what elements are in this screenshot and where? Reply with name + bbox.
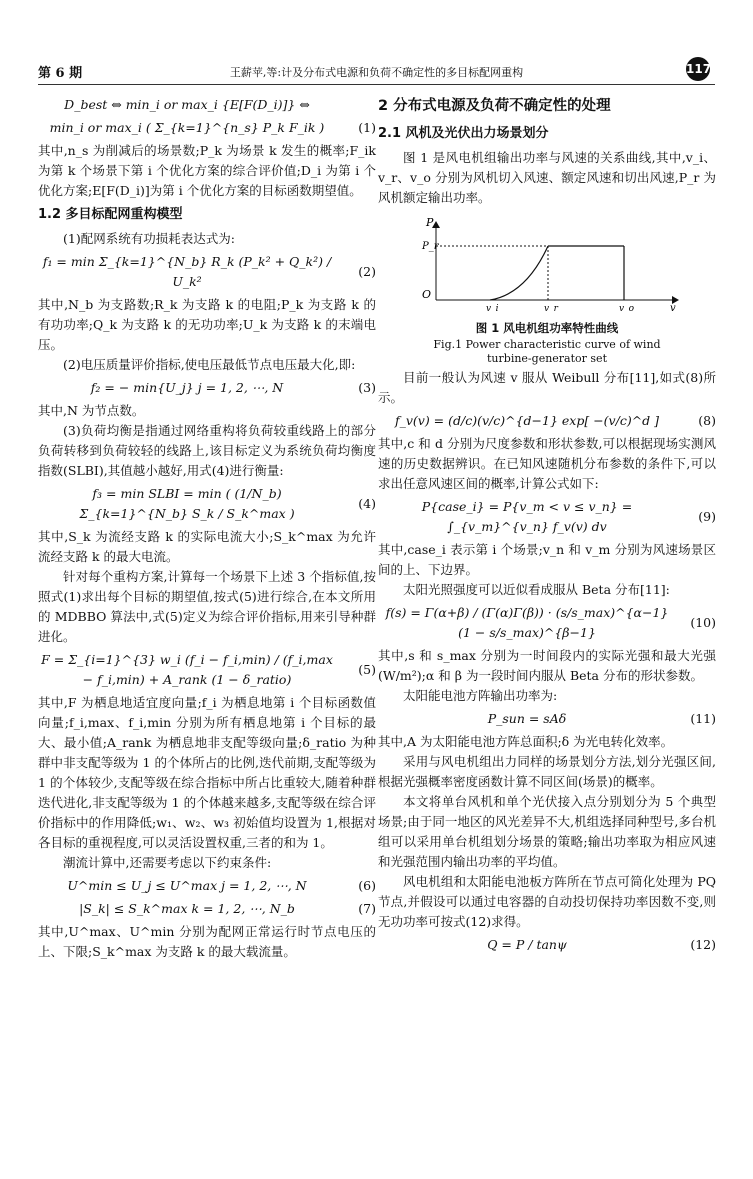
section-heading-1-2: 1.2 多目标配网重构模型 xyxy=(38,207,183,222)
equation-number: (2) xyxy=(358,264,376,279)
figure-caption-cn: 图 1 风电机组功率特性曲线 xyxy=(475,321,619,335)
figure-1 xyxy=(378,212,716,366)
equation-number: (9) xyxy=(698,509,716,524)
paragraph: 潮流计算中,还需要考虑以下约束条件: xyxy=(63,855,272,870)
left-column xyxy=(38,92,376,962)
paragraph: 本文将单台风机和单个光伏接入点分别划分为 5 个典型场景;由于同一地区的风光差异不大,机组选择同种型号,多台机组可以采用单台机组划分场景的策略;输出功率取为相应风速和光强范围内输出功率的平均值。 xyxy=(378,794,716,869)
equation-number: (10) xyxy=(690,615,716,630)
paragraph: 采用与风电机组出力同样的场景划分方法,划分光强区间,根据光强概率密度函数计算不同区间(场景)的概率。 xyxy=(378,754,716,789)
equation-2: f₁ = min Σ_{k=1}^{N_b} R_k (P_k² + Q_k²) / U_k² (2) xyxy=(42,254,376,289)
figure-caption-en: turbine-generator set xyxy=(487,352,607,365)
right-column xyxy=(378,92,716,958)
paragraph: 其中,S_k 为流经支路 k 的实际电流大小;S_k^max 为允许流经支路 k 的最大电流。 xyxy=(38,529,376,564)
wind-power-curve-diagram xyxy=(378,212,716,312)
paragraph: 图 1 是风电机组输出功率与风速的关系曲线,其中,v_i、v_r、v_o 分别为风机切入风速、额定风速和切出风速,P_r 为风机额定输出功率。 xyxy=(378,150,716,205)
equation-number: (6) xyxy=(358,878,376,893)
equation-8: f_v(v) = (d/c)(v/c)^{d−1} exp[ −(v/c)^d ] (8) xyxy=(378,411,716,431)
equation-top-1: D_best ⇔ min_i or max_i {E[F(D_i)]} ⇔ xyxy=(64,97,310,112)
page-header xyxy=(0,0,753,80)
equation-number: (3) xyxy=(358,380,376,395)
paragraph: 其中,U^max、U^min 分别为配网正常运行时节点电压的上、下限;S_k^max 为支路 k 的最大载流量。 xyxy=(38,924,376,959)
equation-9: P{case_i} = P{v_m < v ≤ v_n} = ∫_{v_m}^{v_n} f_v(v) dv (9) xyxy=(421,499,716,534)
equation-3: f₂ = − min{U_j} j = 1, 2, ⋯, N (3) xyxy=(38,378,376,398)
paragraph: 其中,n_s 为削减后的场景数;P_k 为场景 k 发生的概率;F_ik 为第 k 个场景下第 i 个优化方案的综合评价值;D_i 为第 i 个优化方案;E[F(D_i)]为第 i 个优化方案的目标函数期望值。 xyxy=(38,143,376,198)
paragraph: 太阳光照强度可以近似看成服从 Beta 分布[11]: xyxy=(403,582,670,597)
equation-7: |S_k| ≤ S_k^max k = 1, 2, ⋯, N_b (7) xyxy=(38,899,376,919)
paragraph: 其中,N_b 为支路数;R_k 为支路 k 的电阻;P_k 为支路 k 的有功功率;Q_k 为支路 k 的无功功率;U_k 为支路 k 的末端电压。 xyxy=(38,297,376,352)
equation-10: f(s) = Γ(α+β) / (Γ(α)Γ(β)) · (s/s_max)^{α−1} (1 − s/s_max)^{β−1} (10) xyxy=(385,605,716,640)
equation-6: U^min ≤ U_j ≤ U^max j = 1, 2, ⋯, N (6) xyxy=(38,876,376,896)
equation-number: (11) xyxy=(690,711,716,726)
cut-out-speed-label: v_o xyxy=(619,304,635,312)
x-axis-label: v xyxy=(670,303,676,312)
paragraph: 其中,c 和 d 分别为尺度参数和形状参数,可以根据现场实测风速的历史数据辨识。在已知风速随机分布参数的条件下,可以求出任意风速区间的概率,计算公式如下: xyxy=(378,436,716,491)
paragraph: 风电机组和太阳能电池板方阵所在节点可简化处理为 PQ 节点,并假设可以通过电容器的自动投切保持功率因数不变,则无功功率可按式(12)求得。 xyxy=(378,874,716,929)
cut-in-speed-label: v_i xyxy=(486,304,499,312)
equation-11: P_sun = sAδ (11) xyxy=(378,709,716,729)
rated-power-label: P_r xyxy=(422,241,439,252)
paragraph: 太阳能电池方阵输出功率为: xyxy=(403,688,558,703)
equation-4: f₃ = min SLBI = min ( (1/N_b) Σ_{k=1}^{N_b} S_k / S_k^max ) (4) xyxy=(79,486,376,521)
section-heading-2-1: 2.1 风机及光伏出力场景划分 xyxy=(378,126,549,141)
equation-number: (5) xyxy=(358,662,376,677)
paragraph: 其中,F 为栖息地适宜度向量;f_i 为栖息地第 i 个目标函数值向量;f_i,max、f_i,min 分别为所有栖息地第 i 个目标的最大、最小值;A_rank 为栖息地非支配等级向量;δ_ratio 为种群中非支配等级为 1 的个体所占的比例,迭代前期,支配等级为 1 的个体较少,支配等级在综合指标中所占比重较大,随着种群迭代进化,非支配等级为 1 的个体越来越多,支配等级在综合评价指标中的作用降低;w₁、w₂、w₃ 初始值均设置为 1,根据对各目标的重视程度,可以灵活设置权重,三者的和为 1。 xyxy=(38,695,376,850)
paragraph: 其中,case_i 表示第 i 个场景;v_n 和 v_m 分别为风速场景区间的上、下边界。 xyxy=(378,542,716,577)
y-axis-label: P xyxy=(426,216,434,229)
running-title: 王薪苹,等:计及分布式电源和负荷不确定性的多目标配网重构 xyxy=(229,66,524,79)
equation-number: (1) xyxy=(358,120,376,135)
paragraph: 其中,s 和 s_max 分别为一时间段内的实际光强和最大光强(W/m²);α 和 β 为一段时间内服从 Beta 分布的形状参数。 xyxy=(378,648,716,683)
paragraph: (1)配网系统有功损耗表达式为: xyxy=(63,231,235,246)
equation-12: Q = P / tanψ (12) xyxy=(378,935,716,955)
equation-number: (4) xyxy=(358,496,376,511)
equation-5: F = Σ_{i=1}^{3} w_i (f_i − f_i,min) / (f_i,max − f_i,min) + A_rank (1 − δ_ratio) (5) xyxy=(41,652,376,687)
paragraph: 针对每个重构方案,计算每一个场景下上述 3 个指标值,按照式(1)求出每个目标的期望值,按式(5)进行综合,在本文所用的 MDBBO 算法中,式(5)定义为综合评价指标,用来引导种群进化。 xyxy=(38,569,376,644)
paragraph: 目前一般认为风速 v 服从 Weibull 分布[11],如式(8)所示。 xyxy=(378,370,716,405)
issue-label: 第 6 期 xyxy=(38,66,83,81)
page-number-badge: 117 xyxy=(686,57,710,81)
power-ramp-curve xyxy=(490,246,548,300)
section-heading-2: 2 分布式电源及负荷不确定性的处理 xyxy=(378,98,611,114)
paragraph: (2)电压质量评价指标,使电压最低节点电压最大化,即: xyxy=(63,357,356,372)
equation-1: min_i or max_i ( Σ_{k=1}^{n_s} P_k F_ik ) (1) xyxy=(38,118,376,138)
origin-label: O xyxy=(422,288,432,301)
equation-number: (12) xyxy=(690,937,716,952)
paragraph: 其中,N 为节点数。 xyxy=(38,403,145,418)
rated-speed-label: v_r xyxy=(544,304,558,312)
equation-number: (7) xyxy=(358,901,376,916)
header-rule xyxy=(38,84,715,85)
figure-caption-en: Fig.1 Power characteristic curve of wind xyxy=(433,338,661,351)
equation-number: (8) xyxy=(698,413,716,428)
paragraph: (3)负荷均衡是指通过网络重构将负荷较重线路上的部分负荷转移到负荷较轻的线路上,该目标定义为系统负荷均衡度指数(SLBI),其值越小越好,用式(4)进行衡量: xyxy=(38,423,376,478)
paragraph: 其中,A 为太阳能电池方阵总面积;δ 为光电转化效率。 xyxy=(378,734,674,749)
